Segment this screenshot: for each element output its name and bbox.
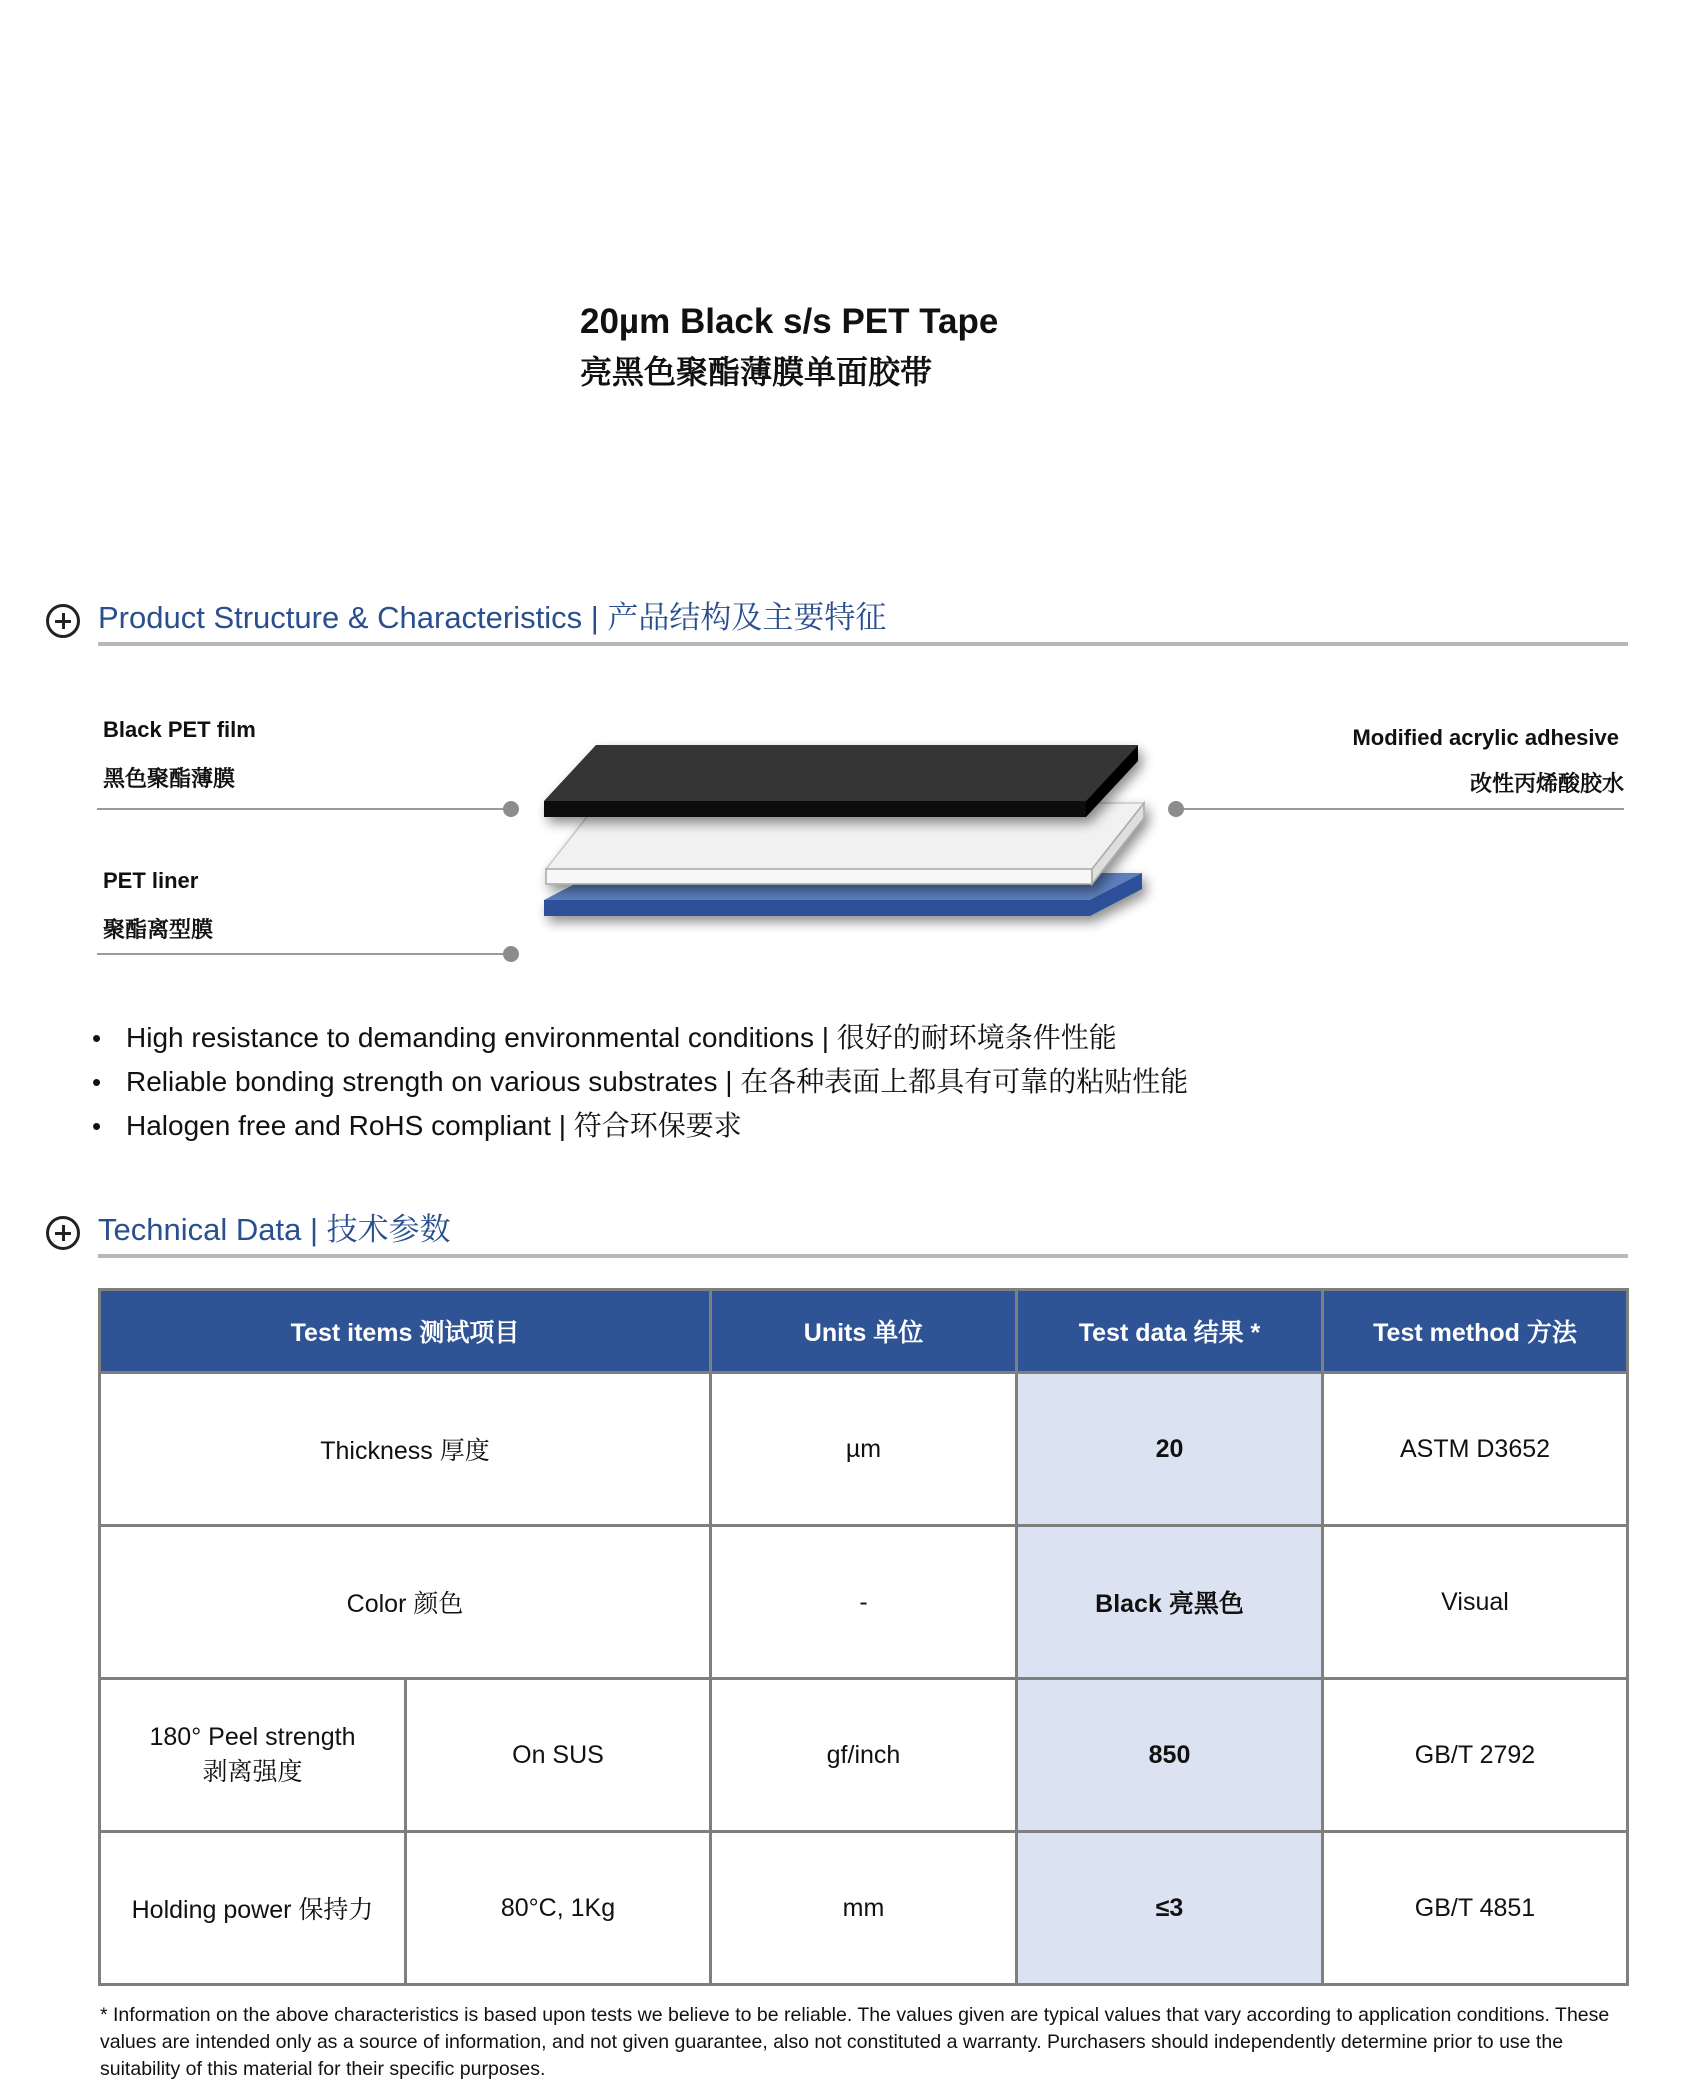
cell-value: 850 <box>1017 1679 1323 1832</box>
cell-item: Color 颜色 <box>100 1526 711 1679</box>
table-row <box>100 1373 1628 1526</box>
label-pet-liner-cn: 聚酯离型膜 <box>103 917 214 942</box>
header-test-items: Test items 测试项目 <box>100 1290 711 1373</box>
label-black-pet-film-cn: 黑色聚酯薄膜 <box>103 766 236 791</box>
table-row <box>100 1832 1628 1985</box>
callout-dot-film <box>503 801 519 817</box>
tape-layer-diagram <box>520 725 1160 965</box>
label-acrylic-adhesive: Modified acrylic adhesive <box>1352 725 1619 750</box>
cell-method: GB/T 2792 <box>1323 1679 1628 1832</box>
cell-method: GB/T 4851 <box>1323 1832 1628 1985</box>
section-divider <box>98 642 1628 646</box>
header-units: Units 单位 <box>711 1290 1017 1373</box>
cell-item-en: 180° Peel strength <box>149 1722 356 1751</box>
black-film-layer <box>544 745 1138 817</box>
table-header-row <box>100 1290 1628 1373</box>
callout-line-film <box>97 808 511 810</box>
cell-condition: On SUS <box>406 1679 711 1832</box>
feature-item: • Halogen free and RoHS compliant | 符合环保要求 <box>90 1104 1188 1148</box>
cell-method: Visual <box>1323 1526 1628 1679</box>
label-black-pet-film: Black PET film <box>103 717 256 742</box>
feature-item: • High resistance to demanding environmental conditions | 很好的耐环境条件性能 <box>90 1016 1188 1060</box>
cell-method: ASTM D3652 <box>1323 1373 1628 1526</box>
cell-value: 20 <box>1017 1373 1323 1526</box>
product-title: 20µm Black s/s PET Tape <box>580 302 999 341</box>
cell-item: Holding power 保持力 <box>100 1832 406 1985</box>
section-header-structure <box>46 590 1628 650</box>
section-title-structure: Product Structure & Characteristics | 产品结构及主要特征 <box>98 600 887 635</box>
cell-unit: gf/inch <box>711 1679 1017 1832</box>
plus-circle-icon <box>46 604 80 638</box>
cell-unit: - <box>711 1526 1017 1679</box>
cell-unit: µm <box>711 1373 1017 1526</box>
cell-item-cn: 剥离强度 <box>202 1757 303 1786</box>
cell-condition: 80°C, 1Kg <box>406 1832 711 1985</box>
section-title-technical: Technical Data | 技术参数 <box>98 1212 451 1247</box>
callout-line-adhesive <box>1180 808 1624 810</box>
cell-value: Black 亮黑色 <box>1017 1526 1323 1679</box>
cell-item: Thickness 厚度 <box>100 1373 711 1526</box>
technical-data-table <box>98 1288 1629 1986</box>
table-row <box>100 1679 1628 1832</box>
header-test-data: Test data 结果 * <box>1017 1290 1323 1373</box>
header-test-method: Test method 方法 <box>1323 1290 1628 1373</box>
plus-circle-icon <box>46 1216 80 1250</box>
disclaimer-footnote: * Information on the above characteristics is based upon tests we believe to be reliable. The values given are typical values that vary according to application conditions. These values are intended only as a source of information, and not given guarantee, also not constituted a warranty. Purchasers should independently determine prior to use the suitability of this material for their specific purposes. <box>100 2004 1610 2080</box>
section-header-technical <box>46 1202 1628 1262</box>
cell-item <box>100 1679 406 1832</box>
callout-dot-adhesive <box>1168 801 1184 817</box>
label-pet-liner: PET liner <box>103 868 199 893</box>
section-divider <box>98 1254 1628 1258</box>
callout-dot-liner <box>503 946 519 962</box>
feature-list <box>90 1016 1188 1148</box>
callout-line-liner <box>97 953 511 955</box>
feature-item: • Reliable bonding strength on various substrates | 在各种表面上都具有可靠的粘贴性能 <box>90 1060 1188 1104</box>
label-acrylic-adhesive-cn: 改性丙烯酸胶水 <box>1469 771 1624 796</box>
cell-value: ≤3 <box>1017 1832 1323 1985</box>
table-row <box>100 1526 1628 1679</box>
product-title-cn: 亮黑色聚酯薄膜单面胶带 <box>580 354 933 390</box>
cell-unit: mm <box>711 1832 1017 1985</box>
